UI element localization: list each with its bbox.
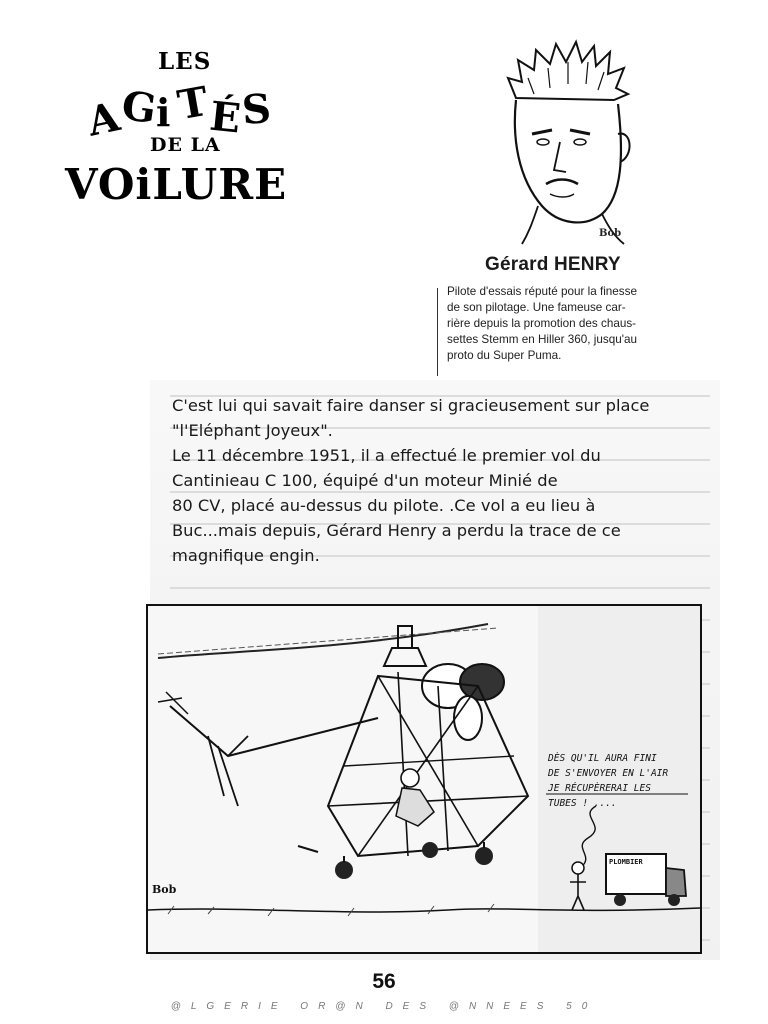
title-agites-letter: G: [118, 81, 160, 134]
main-text-line: "l'Eléphant Joyeux".: [172, 421, 333, 440]
title-agites-letter: i: [156, 90, 171, 135]
footer-caption: @LGERIE OR@N DES @NNEES 50: [170, 1001, 598, 1012]
bio-line: settes Stemm en Hiller 360, jusqu'au: [447, 333, 637, 346]
bio-divider: [437, 288, 438, 376]
main-text-line: C'est lui qui savait faire danser si gracieusement sur place: [172, 396, 650, 415]
cartoon-signature: Bob: [152, 883, 177, 896]
title-agites-letter: T: [174, 77, 212, 130]
title-de-la: DE LA: [150, 134, 221, 156]
page-number: 56: [372, 970, 396, 993]
title-agites-letter: A: [83, 93, 124, 146]
main-text-line: Le 11 décembre 1951, il a effectué le premier vol du: [172, 446, 601, 465]
speech-bubble: [548, 751, 668, 811]
bio-line: rière depuis la promotion des chaus-: [447, 317, 637, 330]
caricature-portrait: [498, 38, 648, 246]
main-text-line: magnifique engin.: [172, 546, 320, 565]
bio-line: Pilote d'essais réputé pour la finesse: [447, 285, 637, 298]
title-agites-letter: S: [240, 85, 273, 134]
title-agites-letter: É: [207, 92, 243, 143]
main-text: [172, 393, 712, 568]
speech-line: DE S'ENVOYER EN L'AIR: [548, 768, 669, 779]
column-title: [60, 40, 310, 220]
pilot-bio: [447, 284, 677, 364]
main-text-line: 80 CV, placé au-dessus du pilote. .Ce vol a eu lieu à: [172, 496, 596, 515]
pilot-name: Gérard HENRY: [485, 254, 621, 275]
main-text-line: Cantinieau C 100, équipé d'un moteur Minié de: [172, 471, 558, 490]
speech-line: TUBES ! ....: [548, 798, 617, 809]
truck-label: PLOMBIER: [609, 858, 643, 866]
speech-line: DÈS QU'IL AURA FINI: [548, 753, 657, 764]
caricature-signature: Bob: [599, 228, 622, 239]
title-voilure: VOiLURE: [65, 160, 288, 209]
title-les: LES: [158, 48, 212, 75]
bio-line: proto du Super Puma.: [447, 349, 562, 362]
main-text-line: Buc...mais depuis, Gérard Henry a perdu la trace de ce: [172, 521, 621, 540]
bio-line: de son pilotage. Une fameuse car-: [447, 301, 626, 314]
speech-line: JE RÉCUPÈRERAI LES: [548, 783, 651, 794]
